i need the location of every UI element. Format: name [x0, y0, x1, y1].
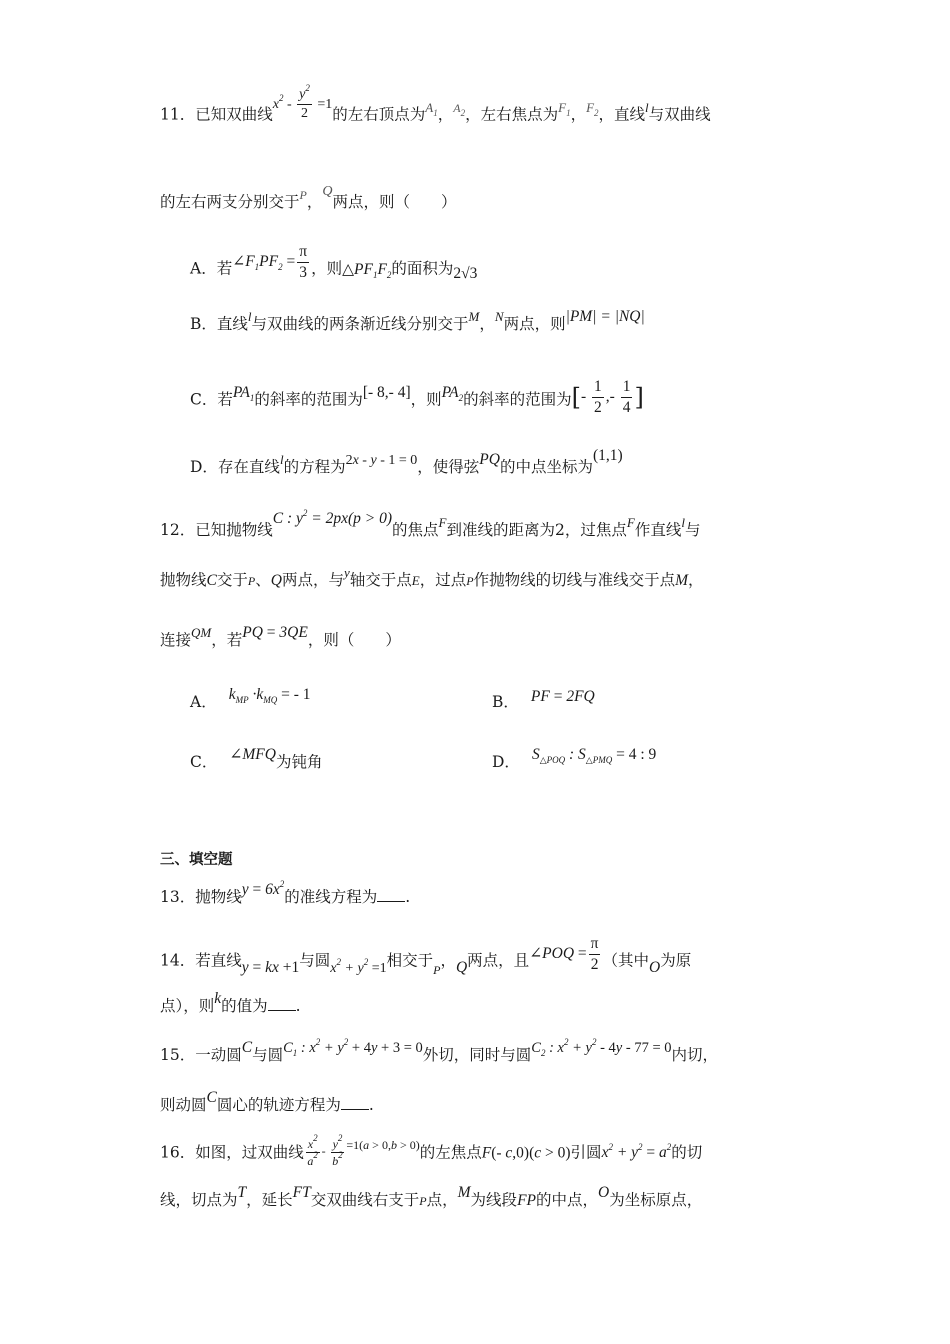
q12-option-c: C． ∠MFQ为钝角 [190, 746, 323, 771]
section-title: 三、填空题 [160, 852, 233, 868]
q11-line2: 的左右两支分别交于$^P$，Q两点，则（ ） [160, 184, 457, 211]
q16-line2: 线，切点为T，延长FT交双曲线右支于P点，M为线段FP的中点，O为坐标原点， [160, 1184, 703, 1209]
q11-option-b: B．直线$^l$与双曲线的两条渐近线分别交于$^M$，$^N$两点，则|PM| = |NQ| [190, 308, 645, 333]
q13-line: 13．抛物线$y = 6x^2$的准线方程为 . [160, 879, 411, 906]
q11-option-c: C．若$PA_1$的斜率的范围为[- 8,- 4]，则$PA_2$的斜率的范围为[- $\frac{1}{2}$ ,- $\frac{1}{4}$ ] [190, 378, 644, 416]
answer-blank [268, 996, 296, 1011]
q12-option-d: D． $S_{\triangle POQ}$ : $S_{\triangle PMQ} = 4$ : 9 [492, 746, 657, 771]
q16-line1: 16．如图，过双曲线 $\frac{x^2}{a^2}$ - $\frac{y^2}{b^2}$ =1(a > 0,b > 0)的左焦点F(- c,0)(c > 0)引圆$x^2 + y^2 = a^2$的切 [160, 1133, 703, 1168]
q11-option-d: D．存在直线$^l$的方程为2x - y - 1 = 0，使得弦PQ的中点坐标为(1,1) [190, 447, 623, 476]
q12-option-b: B． PF = 2FQ [492, 688, 595, 711]
answer-blank [377, 887, 405, 902]
hyperbola-equation: $x^2$ - $\frac{y^2}{2}$ =1 [272, 83, 333, 121]
answer-blank [341, 1095, 369, 1110]
q15-line1: 15．一动圆C与圆$C_1$ : $x^2 + y^2 + 4y + 3 = 0$外切，同时与圆$C_2$ : $x^2 + y^2 - 4y - 77 = 0$内切， [160, 1037, 719, 1064]
q14-line2: 点），则k的值为 . [160, 990, 301, 1015]
q14-line1: 14．若直线y = kx +1与圆$x^2 + y^2 =1$相交于$_P$，Q两点，且∠POQ = $\frac{\pi}{2}$ （其中O为原 [160, 935, 692, 977]
q12-option-a: A． $k_{MP} \cdot k_{MQ}$ = - 1 [190, 686, 311, 711]
q12-line3: 连接$^{QM}$，若PQ = 3QE，则（ ） [160, 624, 401, 649]
q11-option-a: A．若$\angle F_1PF_2$ = $\frac{\pi}{3}$ ，则$\triangle PF_1F_2$的面积为2√3 [190, 243, 478, 282]
q12-line2: 抛物线C交于P、Q两点，与$^y$轴交于点E，过点P作抛物线的切线与准线交于点M， [160, 565, 704, 589]
q15-line2: 则动圆C圆心的轨迹方程为 . [160, 1089, 374, 1114]
q12-line1: 12．已知抛物线C : $y^2 = 2px(p > 0)$的焦点$^F$到准线的距离为2，过焦点$^F$作直线$^l$与 [160, 508, 701, 539]
q11-line1: 11．已知双曲线$x^2$ - $\frac{y^2}{2}$ =1的左右顶点为$^{A_1}$，$^{A_2}$，左右焦点为$^{F_1}$，$^{F_2}$，直线$^l$与双曲线 [160, 83, 711, 124]
